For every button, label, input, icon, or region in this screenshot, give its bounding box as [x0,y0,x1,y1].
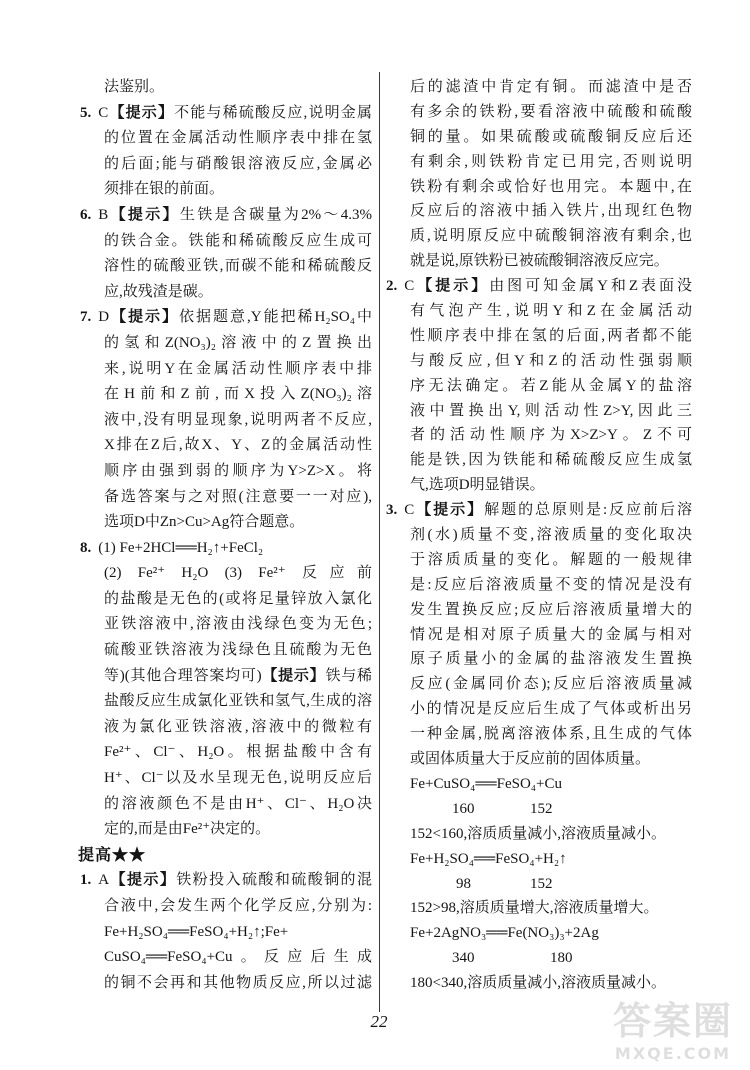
line-text: 者的活动性顺序为X>Z>Y。Z不可 [410,427,692,444]
text-line [386,125,692,150]
text-line [80,254,372,280]
answer-item [80,101,372,203]
line-text: 顺序由强到弱的顺序为Y>Z>X。将 [104,462,372,479]
text-line [386,349,692,374]
product-mass: 180 [550,950,573,967]
line-text: 生铁是含碳量为2%～4.3% [179,206,372,223]
line-text: 的位置在金属活动性顺序表中排在氢 [104,130,372,147]
watermark-site: MXQE.COM [614,1044,732,1063]
product-mass: 152 [530,800,553,817]
line-text: 的铜不会再和其他物质反应,所以过滤 [104,974,372,991]
text-line [386,747,692,772]
line-text: 须排在银的前面。 [104,181,225,198]
line-text: 的氢和Z(NO₃)₂溶液中的Z置换出 [104,334,372,351]
text-line [80,280,372,306]
text-line [80,229,372,255]
text-line [80,868,372,894]
text-line [386,722,692,747]
line-text: A [98,872,110,889]
relative-mass-row [386,797,692,822]
line-text: X排在Z后,故X、Y、Z的金属活动性 [104,437,372,454]
hint-label: 【提示】 [108,206,180,223]
line-text: 铁粉有剩余或恰好也用完。本题中,在 [410,178,692,195]
line-text: 序无法确定。若Z能从金属Y的盐溶 [410,377,692,394]
line-text: 于溶质质量的变化。解题的一般规律 [410,551,692,568]
watermark-logo [608,1000,738,1064]
relative-mass-row [386,946,692,971]
text-line [386,224,692,249]
line-text: 定的,而是由Fe²⁺决定的。 [104,821,271,838]
line-text: (2) Fe²⁺ H₂O (3) Fe²⁺ 反应前 [104,565,372,582]
line-text: 溶性的硫酸亚铁,而碳不能和稀硫酸反 [104,258,372,275]
item-number: 2. [386,278,398,295]
text-line [386,473,692,498]
text-line [386,175,692,200]
line-text: CuSO₄══FeSO₄+Cu。反应后生成 [104,949,372,966]
line-text: 依据题意,Y能把稀H₂SO₄中 [179,309,372,326]
mass-comparison: 180<340,溶质质量减小,溶液质量减小。 [410,975,666,992]
column-divider [379,72,380,1012]
text-line [386,399,692,424]
left-column [80,75,372,996]
text-line [80,536,372,562]
line-text: 等)(其他合理答案均可) [104,667,262,684]
text-line [80,459,372,485]
text-line [386,548,692,573]
line-text: C [98,104,109,121]
line-text: 的溶液颜色不是由H⁺、Cl⁻、H₂O决 [104,795,372,812]
text-line [80,357,372,383]
line-text: 解题的总原则是:反应前后溶 [484,502,692,519]
answer-item [386,498,692,772]
text-line [80,894,372,920]
line-text: 法鉴别。 [104,79,165,95]
text-line [80,101,372,127]
line-text: 在H前和Z前,而X投入Z(NO₃)₂溶 [104,386,372,403]
text-line [386,623,692,648]
line-text: C [404,278,415,295]
line-text: 的后面;能与硝酸银溶液反应,金属必 [104,155,372,172]
line-text: 一种金属,脱离溶液体系,且生成的气体 [410,726,692,743]
text-line [80,331,372,357]
line-text: 后的滤渣中肯定有铜。而滤渣中是否 [410,79,692,95]
section-heading: 提高★★ [78,846,147,864]
text-line [386,199,692,224]
hint-label: 【提示】 [109,872,177,889]
line-text: 小的情况是反应后生成了气体或析出另 [410,701,692,718]
line-text: 反应后的溶液中插入铁片,出现红色物 [410,203,692,220]
text-line [80,612,372,638]
mass-comparison: 152>98,溶质质量增大,溶液质量增大。 [410,900,659,917]
line-text: 液中,没有明显现象,说明两者不反应, [104,411,372,428]
line-text: 发生置换反应;反应后溶液质量增大的 [410,601,692,618]
item-number: 1. [80,872,92,889]
answer-item [80,305,372,535]
item-number: 6. [80,206,92,223]
line-text: 有剩余,则铁粉肯定已用完,否则说明 [410,153,692,170]
text-line [80,715,372,741]
text-line [80,817,372,843]
text-line [80,510,372,536]
right-column [386,75,692,996]
text-line [386,374,692,399]
text-line [80,152,372,178]
text-line [80,177,372,203]
line-text: 反应(金属同价态);反应后溶液质量减 [410,676,692,693]
text-line [386,100,692,125]
answer-continuation [386,75,692,274]
line-text: 铁粉投入硫酸和硫酸铜的混 [176,872,372,889]
line-text: 质,说明原反应中硫酸铜溶液有剩余,也 [410,228,692,245]
line-text: B [98,206,109,223]
line-text: 合液中,会发生两个化学反应,分别为: [104,898,372,914]
answer-item [386,274,692,498]
text-line [386,324,692,349]
text-line [80,126,372,152]
text-line [386,523,692,548]
line-text: 由图可知金属Y和Z表面没 [489,278,692,295]
answer-continuation [80,561,372,843]
answer-continuation [80,75,372,101]
line-text: (1) Fe+2HCl══H₂↑+FeCl₂ [98,539,264,556]
line-text: 亚铁溶液中,溶液由浅绿色变为无色; [104,616,372,633]
text-line [386,423,692,448]
text-line [80,485,372,511]
item-number: 5. [80,104,92,121]
line-text: 铜的量。如果硫酸或硫酸铜反应后还 [410,128,692,145]
reactant-mass: 98 [456,875,471,892]
line-text: 液中置换出Y,则活动性Z>Y,因此三 [410,402,692,419]
line-text: 铁与稀 [325,667,372,684]
text-line [80,689,372,715]
text-line [386,573,692,598]
chemical-equation: Fe+CuSO₄══FeSO₄+Cu [410,775,562,792]
reactant-mass: 160 [452,800,475,817]
text-line [386,498,692,523]
item-number: 7. [80,309,92,326]
line-text: 气,选项D明显错误。 [410,477,545,494]
product-mass: 152 [530,875,553,892]
mass-comparison: 152<160,溶质质量减小,溶液质量减小。 [410,825,666,842]
hint-label: 【提示】 [261,667,326,684]
answer-item [80,203,372,305]
text-line [80,740,372,766]
line-text: 备选答案与之对照(注意要一一对应), [104,488,372,505]
line-text: 液为氯化亚铁溶液,溶液中的微粒有 [104,718,372,735]
hint-label: 【提示】 [108,104,175,121]
line-text: Fe+H₂SO₄══FeSO₄+H₂↑;Fe+ [104,923,289,940]
line-text: 选项D中Zn>Cu>Ag符合题意。 [104,514,305,531]
line-text: C [404,502,415,519]
line-text: 性顺序表中排在氢的后面,两者都不能 [410,327,692,344]
text-line [386,150,692,175]
text-line [386,448,692,473]
text-line [80,766,372,792]
item-number: 8. [80,539,92,556]
hint-label: 【提示】 [414,502,485,519]
text-line [80,305,372,331]
text-line [80,971,372,997]
text-line [80,203,372,229]
line-text: 是:反应后溶液质量不变的情况是没有 [410,576,692,593]
line-text: 来,说明Y在金属活动性顺序表中排 [104,360,372,377]
text-line [80,638,372,664]
text-line [386,249,692,274]
line-text: 情况是相对原子质量大的金属与相对 [410,626,692,643]
line-text: 原子质量小的金属的盐溶液发生置换 [410,651,692,668]
line-text: 剂(水)质量不变,溶液质量的变化取决 [410,527,692,544]
text-line [386,75,692,100]
answer-item [80,868,372,996]
reactant-mass: 340 [452,950,475,967]
text-line [80,664,372,690]
text-line [80,382,372,408]
hint-label: 【提示】 [414,278,490,295]
chemical-equation: Fe+2AgNO₃══Fe(NO₃)₃+2Ag [410,925,599,942]
line-text: 与酸反应,但Y和Z的活动性强弱顺 [410,352,692,369]
line-text: 能是铁,因为铁能和稀硫酸反应生成氢 [410,452,692,469]
text-line [386,647,692,672]
chemical-equation: Fe+H₂SO₄══FeSO₄+H₂↑ [410,850,567,867]
line-text: 盐酸反应生成氯化亚铁和氢气,生成的溶 [104,693,372,710]
line-text: 有多余的铁粉,要看溶液中硫酸和硫酸 [410,103,692,120]
line-text: 应,故残渣是碳。 [104,283,213,300]
calculation-block [386,772,692,996]
right-column-paragraphs [386,75,692,772]
answer-item [80,536,372,562]
hint-label: 【提示】 [109,309,180,326]
line-text: 的铁合金。铁能和稀硫酸反应生成可 [104,232,372,249]
line-text: 或固体质量大于反应前的固体质量。 [410,751,651,768]
line-text: 的盐酸是无色的(或将足量锌放入氯化 [104,590,372,607]
text-line [386,697,692,722]
text-line [386,299,692,324]
text-line [80,408,372,434]
watermark-logo-text: 答案圈 [612,1001,733,1043]
text-line [80,433,372,459]
line-text: 有气泡产生,说明Y和Z在金属活动 [410,303,692,320]
line-text: 就是说,原铁粉已被硫酸铜溶液反应完。 [410,253,669,270]
text-line [386,274,692,299]
text-line [80,920,372,946]
relative-mass-row [386,872,692,897]
text-line [80,792,372,818]
text-line [80,561,372,587]
text-line [386,672,692,697]
line-text: Fe²⁺、Cl⁻、H₂O。根据盐酸中含有 [104,744,372,761]
line-text: H⁺、Cl⁻以及水呈现无色,说明反应后 [104,770,372,787]
line-text: 硫酸亚铁溶液为浅绿色且硫酸为无色 [104,642,372,659]
text-line [80,75,372,101]
line-text: 不能与稀硫酸反应,说明金属 [174,104,372,121]
text-line [80,945,372,971]
line-text: D [98,309,110,326]
item-number: 3. [386,502,398,519]
text-line [80,587,372,613]
page-number: 22 [370,1012,388,1031]
text-line [386,598,692,623]
